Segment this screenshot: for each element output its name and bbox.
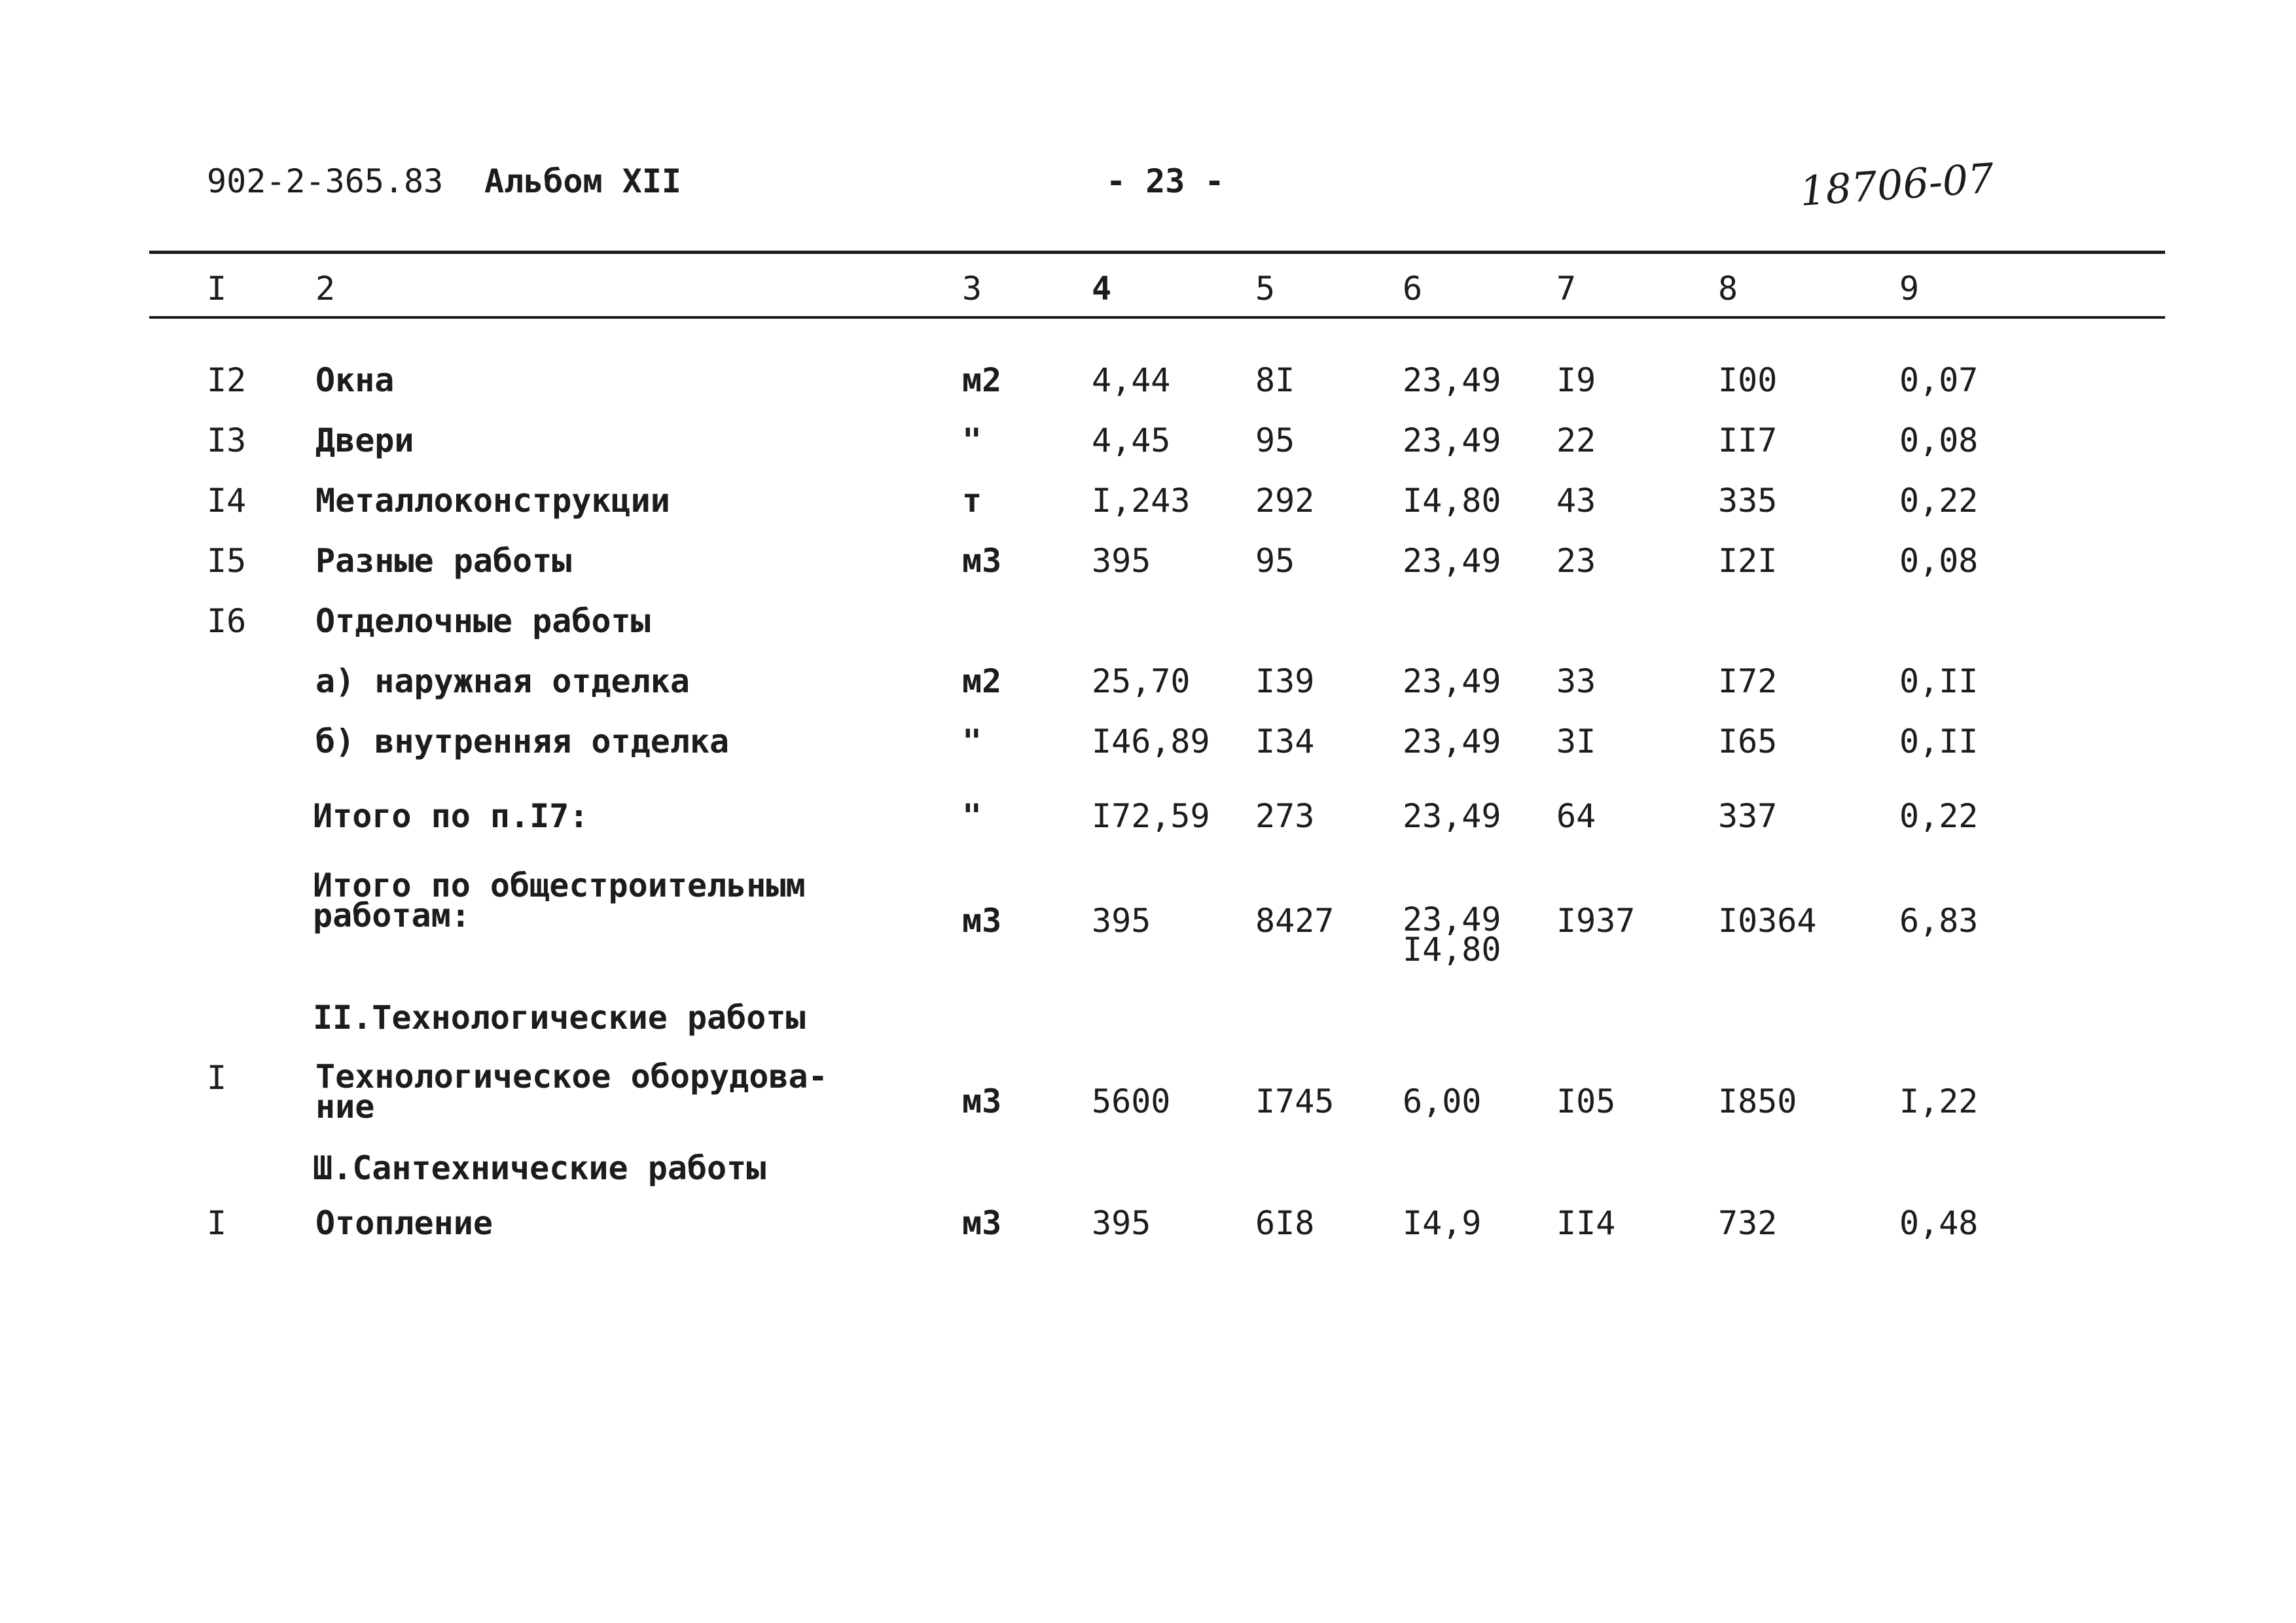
row-col6: 6,00 <box>1403 1082 1482 1120</box>
row-col9: 0,08 <box>1899 542 1979 580</box>
row-col7: 43 <box>1556 482 1596 520</box>
row-col7: 64 <box>1556 797 1596 835</box>
row-col9: 0,22 <box>1899 482 1979 520</box>
row-col5: I34 <box>1255 722 1315 760</box>
column-header: 9 <box>1899 270 1920 308</box>
row-col5: 292 <box>1255 482 1315 520</box>
row-col4: 395 <box>1092 902 1151 940</box>
row-name: Разные работы <box>315 542 572 580</box>
row-number: I2 <box>207 361 247 399</box>
row-col6: I4,80 <box>1403 482 1501 520</box>
row-col8: I00 <box>1718 361 1778 399</box>
row-col7: II4 <box>1556 1204 1616 1242</box>
table-top-rule <box>149 251 2165 254</box>
column-header: 6 <box>1403 270 1423 308</box>
row-unit: " <box>962 421 982 459</box>
row-col9: 0,08 <box>1899 421 1979 459</box>
section-title: II.Технологические работы <box>313 999 806 1037</box>
row-col4: 395 <box>1092 1204 1151 1242</box>
row-col6: 23,49 <box>1403 662 1501 700</box>
row-col7: I937 <box>1556 902 1636 940</box>
row-number: I4 <box>207 482 247 520</box>
row-unit: м3 <box>962 1082 1002 1120</box>
row-name: Металлоконструкции <box>315 482 670 520</box>
row-name-line2: ние <box>315 1088 375 1126</box>
handwritten-reference: 18706-07 <box>1798 154 1996 215</box>
row-col8: 732 <box>1718 1204 1778 1242</box>
row-col4: 25,70 <box>1092 662 1191 700</box>
row-col7: 33 <box>1556 662 1596 700</box>
column-header: 4 <box>1092 270 1112 308</box>
row-col5: 8I <box>1255 361 1295 399</box>
row-number: I <box>207 1059 227 1097</box>
row-name-line2: работам: <box>313 897 471 935</box>
row-col9: 0,48 <box>1899 1204 1979 1242</box>
row-col8: I65 <box>1718 722 1778 760</box>
section-title: Ш.Сантехнические работы <box>313 1149 766 1187</box>
row-unit: м3 <box>962 902 1002 940</box>
row-name: Отделочные работы <box>315 602 651 640</box>
column-header: 8 <box>1718 270 1738 308</box>
row-unit: м3 <box>962 1204 1002 1242</box>
row-col7: 22 <box>1556 421 1596 459</box>
row-col6: 23,49 <box>1403 722 1501 760</box>
row-col5: 6I8 <box>1255 1204 1315 1242</box>
row-number: I <box>207 1204 227 1242</box>
column-header: I <box>207 270 227 308</box>
column-header: 7 <box>1556 270 1577 308</box>
row-name-line1: Технологическое оборудова- <box>315 1058 828 1096</box>
row-col4: 395 <box>1092 542 1151 580</box>
row-col6: 23,49 <box>1403 542 1501 580</box>
row-col4: I46,89 <box>1092 722 1210 760</box>
row-col4: 4,45 <box>1092 421 1171 459</box>
row-col9: 0,07 <box>1899 361 1979 399</box>
row-col9: 0,II <box>1899 722 1979 760</box>
row-col8: I0364 <box>1718 902 1817 940</box>
row-name: а) наружная отделка <box>315 662 690 700</box>
row-col5: I745 <box>1255 1082 1335 1120</box>
row-col6: 23,49 <box>1403 361 1501 399</box>
row-col9: 0,22 <box>1899 797 1979 835</box>
row-col5: I39 <box>1255 662 1315 700</box>
row-col7: I05 <box>1556 1082 1616 1120</box>
row-col6-line2: I4,80 <box>1403 931 1501 969</box>
row-unit: м2 <box>962 662 1002 700</box>
row-unit: " <box>962 722 982 760</box>
row-col4: I72,59 <box>1092 797 1210 835</box>
row-name: Итого по п.I7: <box>313 797 589 835</box>
row-col9: 0,II <box>1899 662 1979 700</box>
row-col8: 337 <box>1718 797 1778 835</box>
row-col8: I72 <box>1718 662 1778 700</box>
row-col6: 23,49 <box>1403 421 1501 459</box>
row-name: Двери <box>315 421 414 459</box>
row-col7: 23 <box>1556 542 1596 580</box>
column-header: 3 <box>962 270 982 308</box>
table-header-rule <box>149 316 2165 319</box>
row-col9: 6,83 <box>1899 902 1979 940</box>
row-unit: " <box>962 797 982 835</box>
row-col8: I2I <box>1718 542 1778 580</box>
row-col6: I4,9 <box>1403 1204 1482 1242</box>
row-name-line1: Итого по общестроительным <box>313 866 806 904</box>
row-col5: 273 <box>1255 797 1315 835</box>
row-col5: 8427 <box>1255 902 1335 940</box>
row-col8: 335 <box>1718 482 1778 520</box>
row-col6: 23,49 <box>1403 797 1501 835</box>
row-name: Отопление <box>315 1204 493 1242</box>
doc-code: 902-2-365.83 <box>207 162 444 200</box>
row-unit: м3 <box>962 542 1002 580</box>
row-col6-line1: 23,49 <box>1403 901 1501 938</box>
row-name: Окна <box>315 361 395 399</box>
row-col4: 5600 <box>1092 1082 1171 1120</box>
row-col4: I,243 <box>1092 482 1191 520</box>
row-col4: 4,44 <box>1092 361 1171 399</box>
row-col9: I,22 <box>1899 1082 1979 1120</box>
row-unit: т <box>962 482 982 520</box>
row-col8: I850 <box>1718 1082 1797 1120</box>
row-name: б) внутренняя отделка <box>315 722 730 760</box>
row-number: I6 <box>207 602 247 640</box>
column-header: 2 <box>315 270 336 308</box>
row-col5: 95 <box>1255 421 1295 459</box>
row-col7: I9 <box>1556 361 1596 399</box>
page-number: - 23 - <box>1106 162 1225 200</box>
row-col5: 95 <box>1255 542 1295 580</box>
row-number: I5 <box>207 542 247 580</box>
row-col7: 3I <box>1556 722 1596 760</box>
row-col8: II7 <box>1718 421 1778 459</box>
column-header: 5 <box>1255 270 1276 308</box>
row-number: I3 <box>207 421 247 459</box>
row-unit: м2 <box>962 361 1002 399</box>
album-label: Альбом XII <box>484 162 682 200</box>
